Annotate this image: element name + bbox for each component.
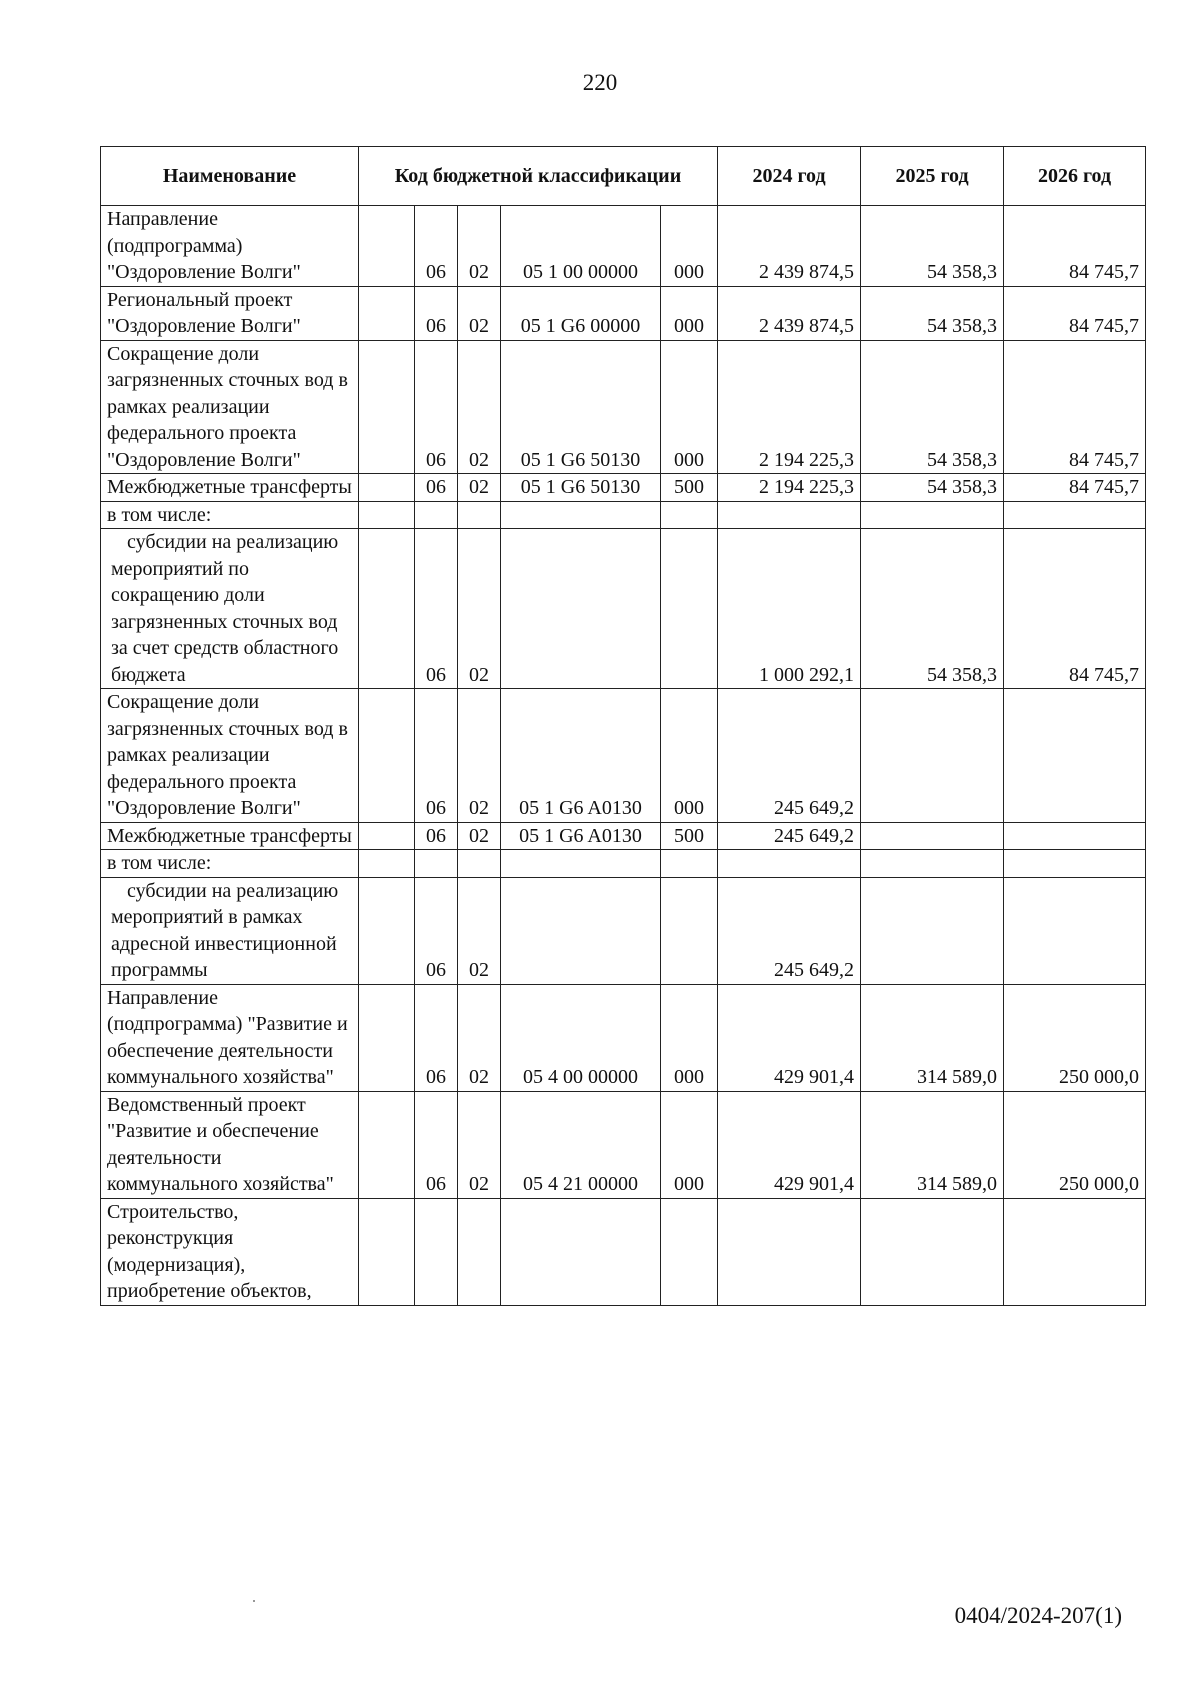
amount-2026 — [1004, 689, 1146, 823]
expense-type-code: 000 — [661, 340, 718, 474]
expense-type-code — [661, 850, 718, 878]
amount-2024: 245 649,2 — [718, 877, 861, 984]
subsection-code: 02 — [458, 340, 501, 474]
blank-cell — [359, 877, 415, 984]
subsection-code: 02 — [458, 822, 501, 850]
blank-cell — [359, 984, 415, 1091]
row-name: Региональный проект "Оздоровление Волги" — [101, 286, 359, 340]
amount-2026: 84 745,7 — [1004, 474, 1146, 502]
row-name: в том числе: — [101, 850, 359, 878]
amount-2025 — [861, 1198, 1004, 1305]
subsection-code — [458, 850, 501, 878]
amount-2024: 1 000 292,1 — [718, 529, 861, 689]
target-code: 05 1 00 00000 — [501, 206, 661, 287]
section-code — [415, 501, 458, 529]
section-code: 06 — [415, 474, 458, 502]
amount-2026 — [1004, 850, 1146, 878]
subsection-code — [458, 501, 501, 529]
amount-2025 — [861, 689, 1004, 823]
row-name: Ведомственный проект "Развитие и обеспечение деятельности коммунального хозяйства" — [101, 1091, 359, 1198]
blank-cell — [359, 1091, 415, 1198]
row-name: Сокращение доли загрязненных сточных вод в рамках реализации федерального проекта "Оздоровление Волги" — [101, 689, 359, 823]
amount-2026 — [1004, 822, 1146, 850]
table-row — [101, 286, 1146, 340]
blank-cell — [359, 474, 415, 502]
expense-type-code: 500 — [661, 822, 718, 850]
blank-cell — [359, 689, 415, 823]
subsection-code: 02 — [458, 474, 501, 502]
amount-2024: 429 901,4 — [718, 984, 861, 1091]
section-code: 06 — [415, 340, 458, 474]
amount-2025 — [861, 877, 1004, 984]
blank-cell — [359, 501, 415, 529]
amount-2026 — [1004, 1198, 1146, 1305]
amount-2025: 54 358,3 — [861, 206, 1004, 287]
subsection-code: 02 — [458, 529, 501, 689]
target-code: 05 4 21 00000 — [501, 1091, 661, 1198]
table-row — [101, 877, 1146, 984]
scan-speck — [253, 1600, 255, 1602]
budget-table — [100, 146, 1146, 1306]
table-row — [101, 984, 1146, 1091]
amount-2024 — [718, 1198, 861, 1305]
section-code: 06 — [415, 529, 458, 689]
expense-type-code: 000 — [661, 206, 718, 287]
row-name: Направление (подпрограмма) "Развитие и обеспечение деятельности коммунального хозяйства" — [101, 984, 359, 1091]
target-code — [501, 877, 661, 984]
row-name: Сокращение доли загрязненных сточных вод в рамках реализации федерального проекта "Оздоровление Волги" — [101, 340, 359, 474]
expense-type-code: 000 — [661, 689, 718, 823]
table-row — [101, 206, 1146, 287]
amount-2025: 54 358,3 — [861, 286, 1004, 340]
header-budget-code: Код бюджетной классификации — [359, 147, 718, 206]
target-code: 05 1 G6 A0130 — [501, 689, 661, 823]
amount-2024: 2 439 874,5 — [718, 286, 861, 340]
amount-2026: 84 745,7 — [1004, 286, 1146, 340]
amount-2024 — [718, 501, 861, 529]
target-code: 05 1 G6 00000 — [501, 286, 661, 340]
expense-type-code: 000 — [661, 286, 718, 340]
blank-cell — [359, 340, 415, 474]
target-code — [501, 501, 661, 529]
amount-2025 — [861, 822, 1004, 850]
blank-cell — [359, 529, 415, 689]
expense-type-code — [661, 501, 718, 529]
amount-2026 — [1004, 877, 1146, 984]
section-code: 06 — [415, 1091, 458, 1198]
blank-cell — [359, 206, 415, 287]
blank-cell — [359, 850, 415, 878]
amount-2024: 2 194 225,3 — [718, 340, 861, 474]
table-row — [101, 474, 1146, 502]
amount-2026: 84 745,7 — [1004, 529, 1146, 689]
amount-2025: 314 589,0 — [861, 984, 1004, 1091]
blank-cell — [359, 286, 415, 340]
table-row — [101, 822, 1146, 850]
row-name: в том числе: — [101, 501, 359, 529]
amount-2024: 245 649,2 — [718, 689, 861, 823]
amount-2025: 54 358,3 — [861, 340, 1004, 474]
expense-type-code — [661, 529, 718, 689]
subsection-code: 02 — [458, 286, 501, 340]
table-row — [101, 529, 1146, 689]
amount-2026: 84 745,7 — [1004, 206, 1146, 287]
target-code: 05 1 G6 50130 — [501, 340, 661, 474]
amount-2026: 250 000,0 — [1004, 1091, 1146, 1198]
row-name: Межбюджетные трансферты — [101, 822, 359, 850]
amount-2025 — [861, 850, 1004, 878]
expense-type-code — [661, 1198, 718, 1305]
section-code: 06 — [415, 206, 458, 287]
section-code: 06 — [415, 822, 458, 850]
section-code: 06 — [415, 286, 458, 340]
header-2025: 2025 год — [861, 147, 1004, 206]
row-name: субсидии на реализацию мероприятий в рамках адресной инвестиционной программы — [101, 877, 359, 984]
expense-type-code: 000 — [661, 1091, 718, 1198]
amount-2024: 245 649,2 — [718, 822, 861, 850]
amount-2024 — [718, 850, 861, 878]
subsection-code: 02 — [458, 689, 501, 823]
target-code: 05 1 G6 A0130 — [501, 822, 661, 850]
target-code: 05 1 G6 50130 — [501, 474, 661, 502]
target-code — [501, 529, 661, 689]
table-row — [101, 340, 1146, 474]
table-header-row — [101, 147, 1146, 206]
target-code — [501, 1198, 661, 1305]
subsection-code: 02 — [458, 206, 501, 287]
document-registration-code: 0404/2024-207(1) — [954, 1603, 1122, 1628]
header-name: Наименование — [101, 147, 359, 206]
expense-type-code — [661, 877, 718, 984]
target-code — [501, 850, 661, 878]
row-name: Строительство, реконструкция (модернизация), приобретение объектов, — [101, 1198, 359, 1305]
table-row — [101, 1198, 1146, 1305]
subsection-code: 02 — [458, 1091, 501, 1198]
section-code — [415, 850, 458, 878]
section-code: 06 — [415, 689, 458, 823]
page-number: 220 — [582, 70, 618, 95]
header-2024: 2024 год — [718, 147, 861, 206]
amount-2024: 2 194 225,3 — [718, 474, 861, 502]
amount-2026: 250 000,0 — [1004, 984, 1146, 1091]
section-code: 06 — [415, 984, 458, 1091]
header-2026: 2026 год — [1004, 147, 1146, 206]
subsection-code — [458, 1198, 501, 1305]
amount-2024: 2 439 874,5 — [718, 206, 861, 287]
subsection-code: 02 — [458, 877, 501, 984]
amount-2025 — [861, 501, 1004, 529]
blank-cell — [359, 1198, 415, 1305]
row-name: субсидии на реализацию мероприятий по сокращению доли загрязненных сточных вод за счет средств областного бюджета — [101, 529, 359, 689]
blank-cell — [359, 822, 415, 850]
amount-2025: 54 358,3 — [861, 474, 1004, 502]
table-row — [101, 1091, 1146, 1198]
section-code — [415, 1198, 458, 1305]
table-row — [101, 850, 1146, 878]
row-name: Межбюджетные трансферты — [101, 474, 359, 502]
section-code: 06 — [415, 877, 458, 984]
amount-2025: 314 589,0 — [861, 1091, 1004, 1198]
subsection-code: 02 — [458, 984, 501, 1091]
expense-type-code: 000 — [661, 984, 718, 1091]
amount-2026 — [1004, 501, 1146, 529]
amount-2025: 54 358,3 — [861, 529, 1004, 689]
row-name: Направление (подпрограмма) "Оздоровление Волги" — [101, 206, 359, 287]
amount-2024: 429 901,4 — [718, 1091, 861, 1198]
table-row — [101, 501, 1146, 529]
amount-2026: 84 745,7 — [1004, 340, 1146, 474]
expense-type-code: 500 — [661, 474, 718, 502]
table-row — [101, 689, 1146, 823]
target-code: 05 4 00 00000 — [501, 984, 661, 1091]
